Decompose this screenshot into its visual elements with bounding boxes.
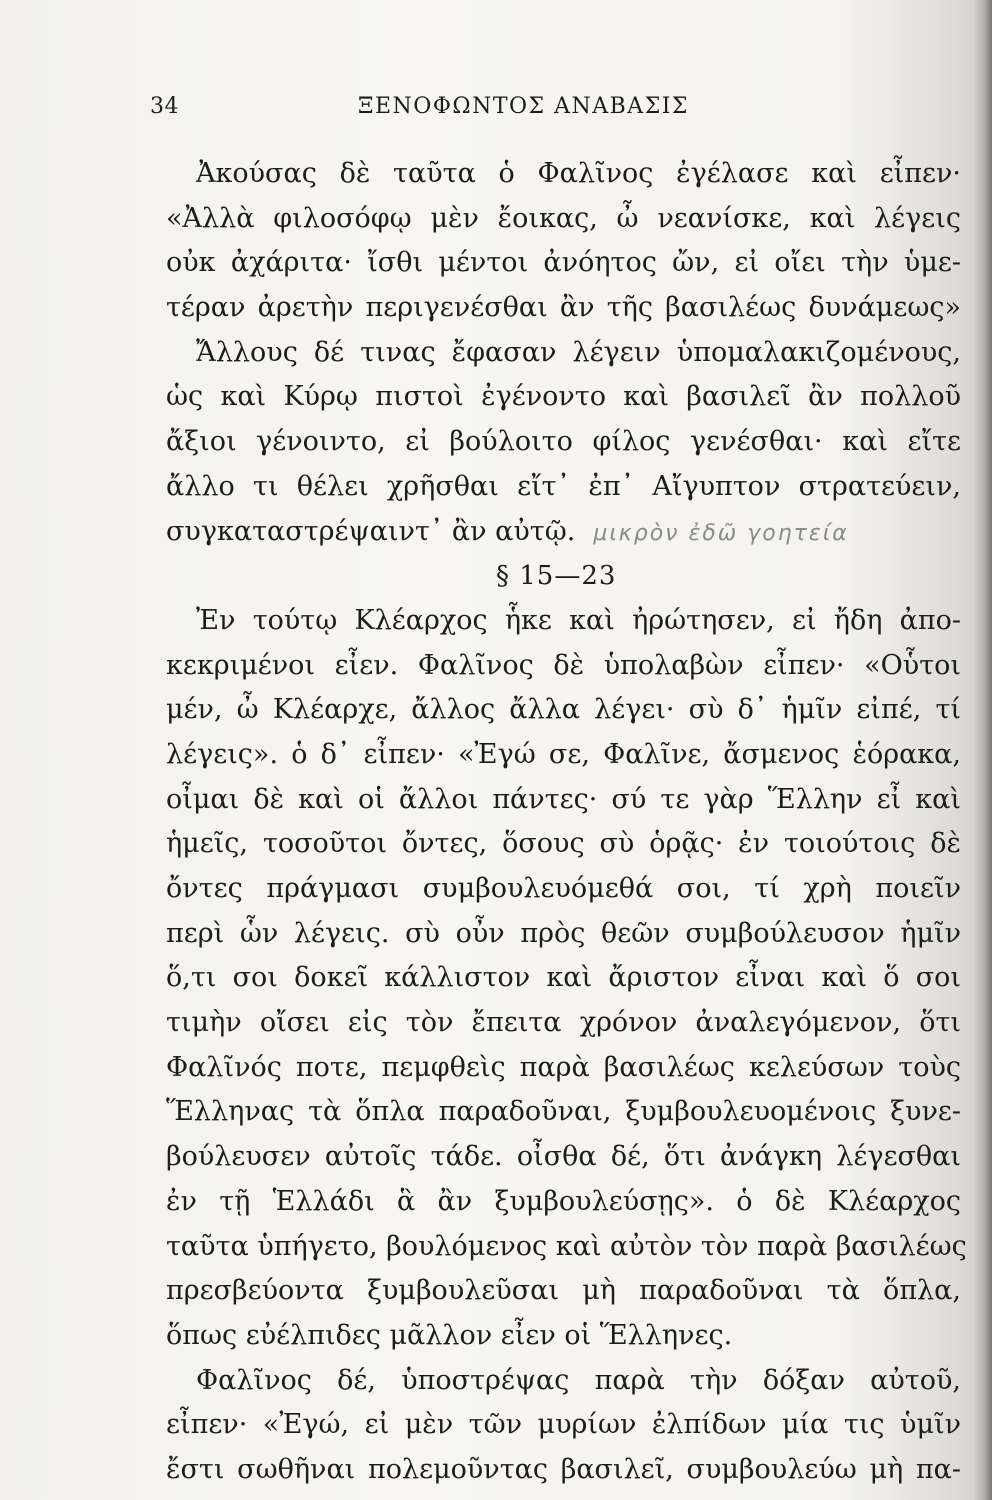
text-line: ὅ,τι σοι δοκεῖ κάλλιστον καὶ ἄριστον εἶναι καὶ ὅ σοι: [166, 962, 961, 994]
text-line: τέραν ἀρετὴν περιγενέσθαι ἂν τῆς βασιλέως δυνάμεως»: [166, 292, 961, 324]
text-line: ταῦτα ὑπήγετο, βουλόμενος καὶ αὐτὸν τὸν παρὰ βασιλέως: [166, 1230, 967, 1262]
text-line: Ἐν τούτῳ Κλέαρχος ἧκε καὶ ἠρώτησεν, εἰ ἤδη ἀπο-: [196, 604, 961, 636]
page-number: 34: [150, 94, 179, 119]
text-line: Ἕλληνας τὰ ὅπλα παραδοῦναι, ξυμβουλευομένοις ξυνε-: [166, 1096, 961, 1128]
text-line: Ἀκούσας δὲ ταῦτα ὁ Φαλῖνος ἐγέλασε καὶ εἶπεν·: [196, 158, 961, 189]
text-line: μέν, ὦ Κλέαρχε, ἄλλος ἄλλα λέγει· σὺ δ᾿ ἡμῖν εἰπέ, τί: [166, 694, 961, 726]
text-line: Ἄλλους δέ τινας ἔφασαν λέγειν ὑπομαλακιζομένους,: [196, 336, 961, 368]
text-line: περὶ ὧν λέγεις. σὺ οὖν πρὸς θεῶν συμβούλευσον ἡμῖν: [166, 917, 961, 949]
text-line: συγκαταστρέψαιντ᾿ ἂν αὐτῷ.: [166, 515, 576, 547]
text-line: λέγεις». ὁ δ᾿ εἶπεν· «Ἐγώ σε, Φαλῖνε, ἄσμενος ἑόρακα,: [166, 738, 961, 770]
text-line: εἶπεν· «Ἐγώ, εἰ μὲν τῶν μυρίων ἐλπίδων μία τις ὑμῖν: [166, 1409, 961, 1441]
text-line: «Ἀλλὰ φιλοσόφῳ μὲν ἔοικας, ὦ νεανίσκε, καὶ λέγεις: [166, 202, 961, 234]
text-line: ἐν τῇ Ἑλλάδι ἃ ἂν ξυμβουλεύσῃς». ὁ δὲ Κλέαρχος: [166, 1185, 961, 1217]
text-line: ἔστι σωθῆναι πολεμοῦντας βασιλεῖ, συμβουλεύω μὴ πα-: [166, 1453, 961, 1485]
page-edge-shadow: [974, 0, 992, 1500]
running-title: ΞΕΝΟΦΩΝΤΟΣ ΑΝΑΒΑΣΙΣ: [358, 94, 689, 119]
text-line: Φαλῖνός ποτε, πεμφθεὶς παρὰ βασιλέως κελεύσων τοὺς: [166, 1051, 961, 1083]
text-line-with-note: [166, 510, 961, 555]
text-line: κεκριμένοι εἶεν. Φαλῖνος δὲ ὑπολαβὼν εἶπεν· «Οὗτοι: [166, 649, 961, 681]
text-line: ἡμεῖς, τοσοῦτοι ὄντες, ὅσους σὺ ὁρᾷς· ἐν τοιούτοις δὲ: [166, 828, 961, 860]
text-line: ὡς καὶ Κύρῳ πιστοὶ ἐγένοντο καὶ βασιλεῖ ἂν πολλοῦ: [166, 381, 961, 413]
text-line: ὅπως εὐέλπιδες μᾶλλον εἶεν οἱ Ἕλληνες.: [166, 1319, 733, 1351]
text-line: πρεσβεύοντα ξυμβουλεῦσαι μὴ παραδοῦναι τὰ ὅπλα,: [166, 1275, 961, 1307]
text-line: οὐκ ἀχάριτα· ἴσθι μέντοι ἀνόητος ὤν, εἰ οἴει τὴν ὑμε-: [166, 247, 961, 279]
body-text: [166, 152, 967, 1493]
page-header: [150, 88, 770, 128]
text-line: ὄντες πράγμασι συμβουλευόμεθά σοι, τί χρὴ ποιεῖν: [166, 873, 961, 904]
text-line: βούλευσεν αὐτοῖς τάδε. οἶσθα δέ, ὅτι ἀνάγκη λέγεσθαι: [166, 1141, 961, 1173]
text-line: Φαλῖνος δέ, ὑποστρέψας παρὰ τὴν δόξαν αὐτοῦ,: [196, 1364, 961, 1396]
text-line: ἄλλο τι θέλει χρῆσθαι εἴτ᾿ ἐπ᾿ Αἴγυπτον στρατεύειν,: [166, 470, 961, 502]
text-line: οἶμαι δὲ καὶ οἱ ἄλλοι πάντες· σύ τε γὰρ Ἕλλην εἶ καὶ: [166, 783, 961, 815]
section-heading: § 15—23: [496, 561, 617, 592]
handwritten-margin-note: μικρὸν ἐδῶ γοητεία: [593, 520, 849, 546]
text-line: ἄξιοι γένοιντο, εἰ βούλοιτο φίλος γενέσθαι· καὶ εἴτε: [166, 426, 961, 458]
text-line: τιμὴν οἴσει εἰς τὸν ἔπειτα χρόνον ἀναλεγόμενον, ὅτι: [166, 1007, 961, 1039]
